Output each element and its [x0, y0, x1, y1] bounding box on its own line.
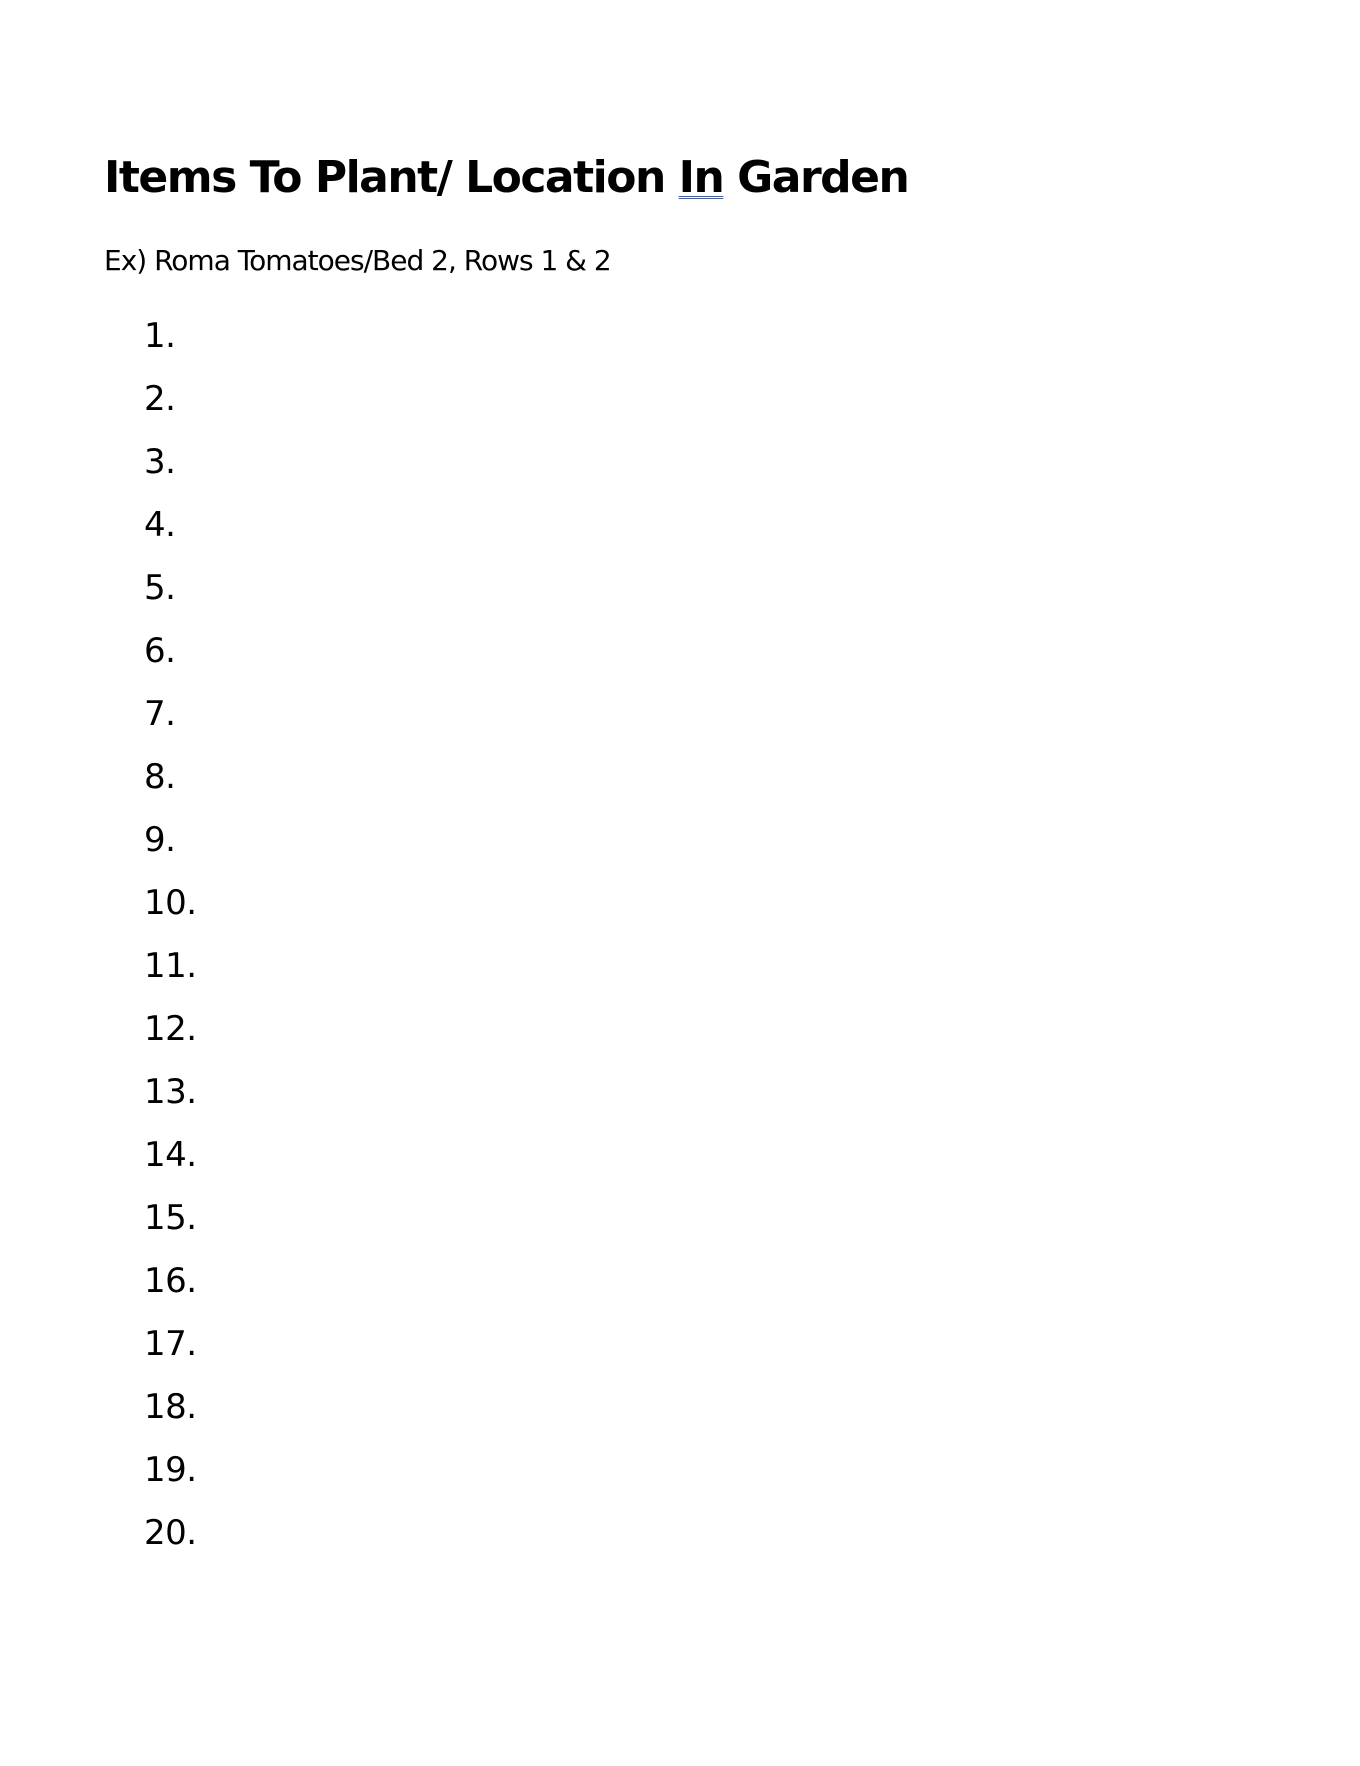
list-item[interactable]: 2. [144, 379, 176, 419]
list-item[interactable]: 20. [144, 1513, 197, 1553]
list-item[interactable]: 9. [144, 820, 176, 860]
grammar-flagged-word[interactable]: In [678, 152, 724, 203]
title-text-start: Items To Plant/ Location [104, 152, 679, 203]
list-item[interactable]: 1. [144, 316, 176, 356]
list-item[interactable]: 17. [144, 1324, 197, 1364]
list-item[interactable]: 12. [144, 1009, 197, 1049]
list-item[interactable]: 7. [144, 694, 176, 734]
list-item[interactable]: 11. [144, 946, 197, 986]
list-item[interactable]: 6. [144, 631, 176, 671]
list-item[interactable]: 4. [144, 505, 176, 545]
list-item[interactable]: 13. [144, 1072, 197, 1112]
list-item[interactable]: 16. [144, 1261, 197, 1301]
list-item[interactable]: 18. [144, 1387, 197, 1427]
list-item[interactable]: 10. [144, 883, 197, 923]
page-title [104, 154, 908, 202]
list-item[interactable]: 3. [144, 442, 176, 482]
list-item[interactable]: 5. [144, 568, 176, 608]
list-item[interactable]: 19. [144, 1450, 197, 1490]
list-item[interactable]: 8. [144, 757, 176, 797]
title-text-end: Garden [723, 152, 909, 203]
numbered-list [144, 308, 197, 1568]
list-item[interactable]: 15. [144, 1198, 197, 1238]
example-entry: Ex) Roma Tomatoes/Bed 2, Rows 1 & 2 [104, 244, 611, 277]
list-item[interactable]: 14. [144, 1135, 197, 1175]
